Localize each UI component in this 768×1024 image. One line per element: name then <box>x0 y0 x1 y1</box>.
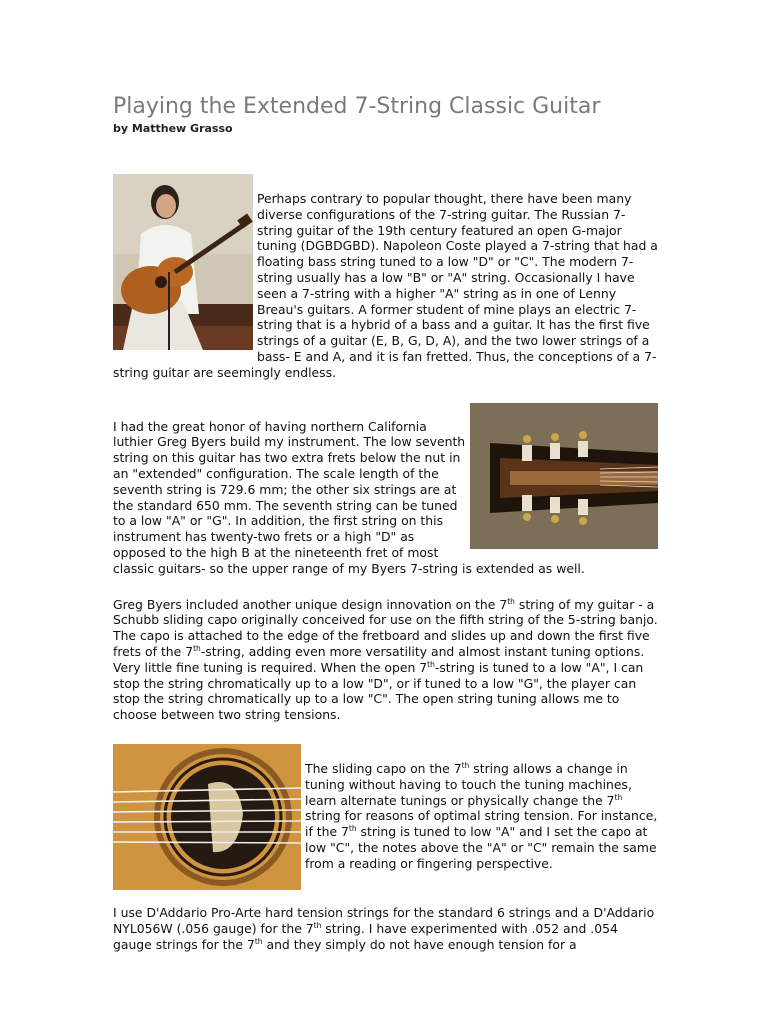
guitarist-photo <box>113 174 253 350</box>
section-instrument <box>113 403 658 577</box>
article-title: Playing the Extended 7-String Classic Guitar <box>113 94 601 119</box>
headstock-photo <box>470 403 658 549</box>
paragraph-strings: I use D'Addario Pro-Arte hard tension strings for the standard 6 strings and a D'Addario NYL056W (.056 gauge) for the 7th string. I have experimented with .052 and .054 gauge strings for the 7th and they simply do not have enough tension for a <box>113 904 655 952</box>
soundhole-photo <box>113 744 301 890</box>
paragraph-history: Perhaps contrary to popular thought, there have been many diverse configurations of the 7-string guitar. The Russian 7-string guitar of the 19th century featured an open G-major tuning (DGBDGBD). Napoleon Coste played a 7-string that had a floating bass string tuned to a low "D" or "C". The modern 7-string usually has a low "B" or "A" string. Occasionally I have seen a 7-string with a higher "A" string as in one of Lenny Breau's guitars. A former student of mine plays an electric 7-string that is a hybrid of a bass and a guitar. It has the first five strings of a guitar (E, B, G, D, A), and the two lower strings of a bass- E and A, and it is fan fretted. Thus, the conceptions of a 7-string guitar are seemingly endless. <box>113 191 658 380</box>
section-history <box>113 174 658 381</box>
paragraph-sliding-capo: The sliding capo on the 7th string allows a change in tuning without having to touch the tuning machines, learn alternate tunings or physically change the 7th string for reasons of optimal string tension. For instance, if the 7th string is tuned to low "A" and I set the capo at low "C", the notes above the "A" or "C" remain the same from a reading or fingering perspective. <box>305 760 658 871</box>
section-capo <box>113 597 658 723</box>
section-strings <box>113 905 658 952</box>
section-sliding-capo <box>113 744 658 890</box>
article-byline: by Matthew Grasso <box>113 122 233 135</box>
article <box>113 92 658 952</box>
paragraph-instrument: I had the great honor of having northern California luthier Greg Byers build my instrument. The low seventh string on this guitar has two extra frets below the nut in an "extended" configuration. The scale length of the seventh string is 729.6 mm; the other six strings are at the standard 650 mm. The seventh string can be tuned to a low "A" or "G". In addition, the first string on this instrument has twenty-two frets or a high "D" as opposed to the high B at the nineteenth fret of most classic guitars- so the upper range of my Byers 7-string is extended as well. <box>113 418 585 576</box>
paragraph-capo: Greg Byers included another unique design innovation on the 7th string of my guitar - a Schubb sliding capo originally conceived for use on the fifth string of the 5-string banjo. The capo is attached to the edge of the fretboard and slides up and down the first five frets of the 7th-string, adding even more versatility and almost instant tuning options. Very little fine tuning is required. When the open 7th-string is tuned to a low "A", I can stop the string chromatically up to a low "D", or if tuned to a low "G", the player can stop the string chromatically up to a low "C". The open string tuning allows me to choose between two string tensions. <box>113 596 658 723</box>
